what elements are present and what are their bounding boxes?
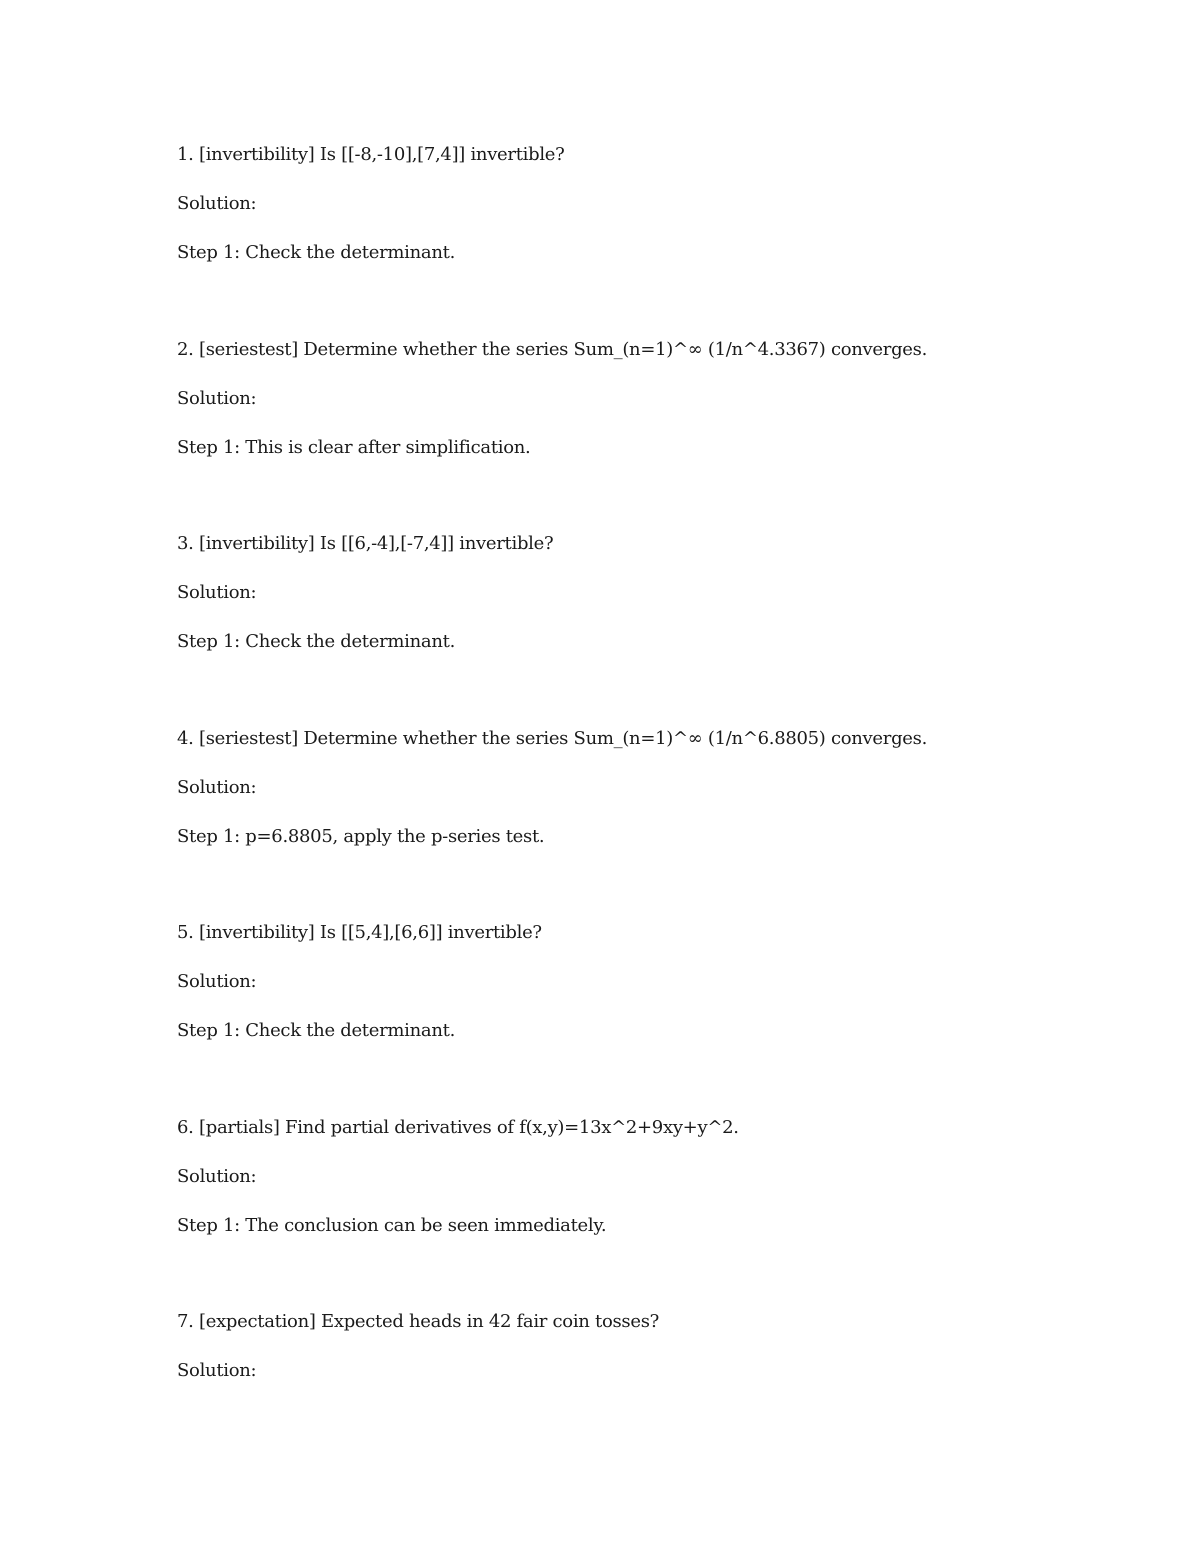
problem-list <box>177 142 1077 1504</box>
problem-item <box>177 1309 1077 1504</box>
problem-question: 4. [seriestest] Determine whether the series Sum_(n=1)^∞ (1/n^6.8805) converges. <box>177 727 928 749</box>
problem-item <box>177 337 1077 532</box>
problem-question: 3. [invertibility] Is [[6,-4],[-7,4]] invertible? <box>177 533 554 554</box>
solution-step: Step 1: Check the determinant. <box>177 242 455 263</box>
solution-label: Solution: <box>177 1360 257 1381</box>
problem-question: 6. [partials] Find partial derivatives of f(x,y)=13x^2+9xy+y^2. <box>177 1116 739 1138</box>
solution-step: Step 1: The conclusion can be seen immediately. <box>177 1214 607 1236</box>
solution-label: Solution: <box>177 1165 257 1187</box>
problem-question: 2. [seriestest] Determine whether the series Sum_(n=1)^∞ (1/n^4.3367) converges. <box>177 338 928 360</box>
solution-step: Step 1: This is clear after simplification. <box>177 436 531 458</box>
problem-item <box>177 531 1077 726</box>
solution-step: Step 1: p=6.8805, apply the p-series test. <box>177 825 545 847</box>
problem-question: 5. [invertibility] Is [[5,4],[6,6]] invertible? <box>177 922 542 943</box>
solution-label: Solution: <box>177 387 257 409</box>
problem-item <box>177 920 1077 1115</box>
problem-question: 1. [invertibility] Is [[-8,-10],[7,4]] invertible? <box>177 144 565 165</box>
problem-item <box>177 142 1077 337</box>
solution-step: Step 1: Check the determinant. <box>177 631 455 652</box>
problem-item <box>177 1115 1077 1310</box>
solution-label: Solution: <box>177 971 257 992</box>
problem-item <box>177 726 1077 921</box>
problem-question: 7. [expectation] Expected heads in 42 fair coin tosses? <box>177 1311 659 1332</box>
solution-label: Solution: <box>177 193 257 214</box>
solution-label: Solution: <box>177 582 257 603</box>
solution-label: Solution: <box>177 776 257 798</box>
solution-step: Step 1: Check the determinant. <box>177 1020 455 1041</box>
